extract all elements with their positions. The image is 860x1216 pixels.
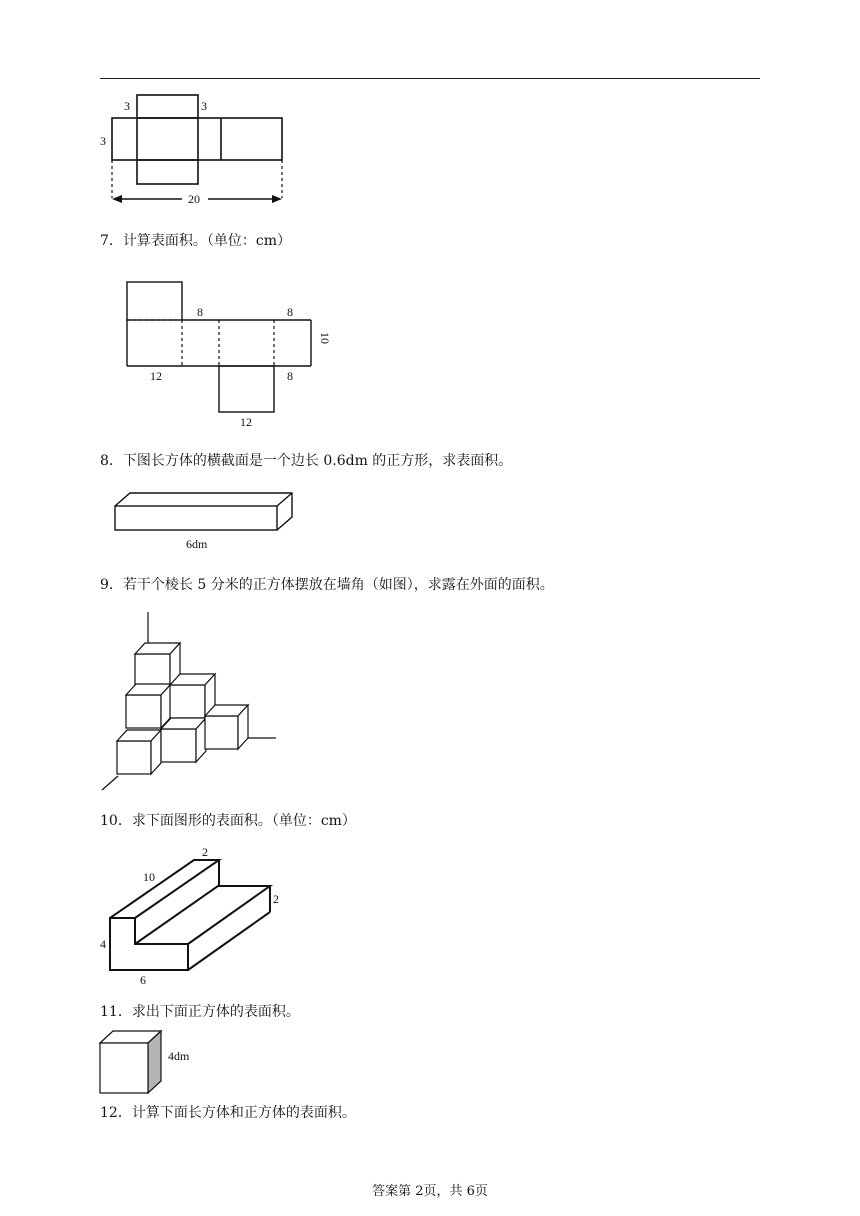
- label-c: 10: [318, 332, 332, 344]
- label-f: 12: [240, 415, 252, 429]
- label-edge: 4dm: [168, 1049, 190, 1063]
- label-a: 8: [197, 305, 203, 319]
- label-top-right: 3: [201, 99, 207, 113]
- label-d: 12: [150, 369, 162, 383]
- label-height: 4: [100, 937, 106, 951]
- label-top: 2: [202, 845, 208, 859]
- label-b: 8: [287, 305, 293, 319]
- label-top-left: 3: [124, 99, 130, 113]
- question-9: 9．若干个棱长 5 分米的正方体摆放在墙角（如图），求露在外面的面积。: [100, 577, 554, 593]
- label-right: 2: [273, 892, 279, 906]
- label-length: 6dm: [186, 537, 208, 551]
- question-10: 10．求下面图形的表面积。（单位：cm）: [100, 813, 356, 829]
- question-12: 12．计算下面长方体和正方体的表面积。: [100, 1105, 356, 1121]
- label-length: 10: [143, 870, 155, 884]
- question-7: 7．计算表面积。（单位：cm）: [100, 233, 292, 249]
- label-bottom: 6: [140, 973, 146, 987]
- question-11: 11．求出下面正方体的表面积。: [100, 1004, 300, 1020]
- label-width: 20: [188, 192, 200, 206]
- label-left: 3: [100, 134, 106, 148]
- page-footer: 答案第 2页，共 6页: [372, 1184, 488, 1199]
- label-e: 8: [287, 369, 293, 383]
- question-8: 8．下图长方体的横截面是一个边长 0.6dm 的正方形，求表面积。: [100, 453, 513, 469]
